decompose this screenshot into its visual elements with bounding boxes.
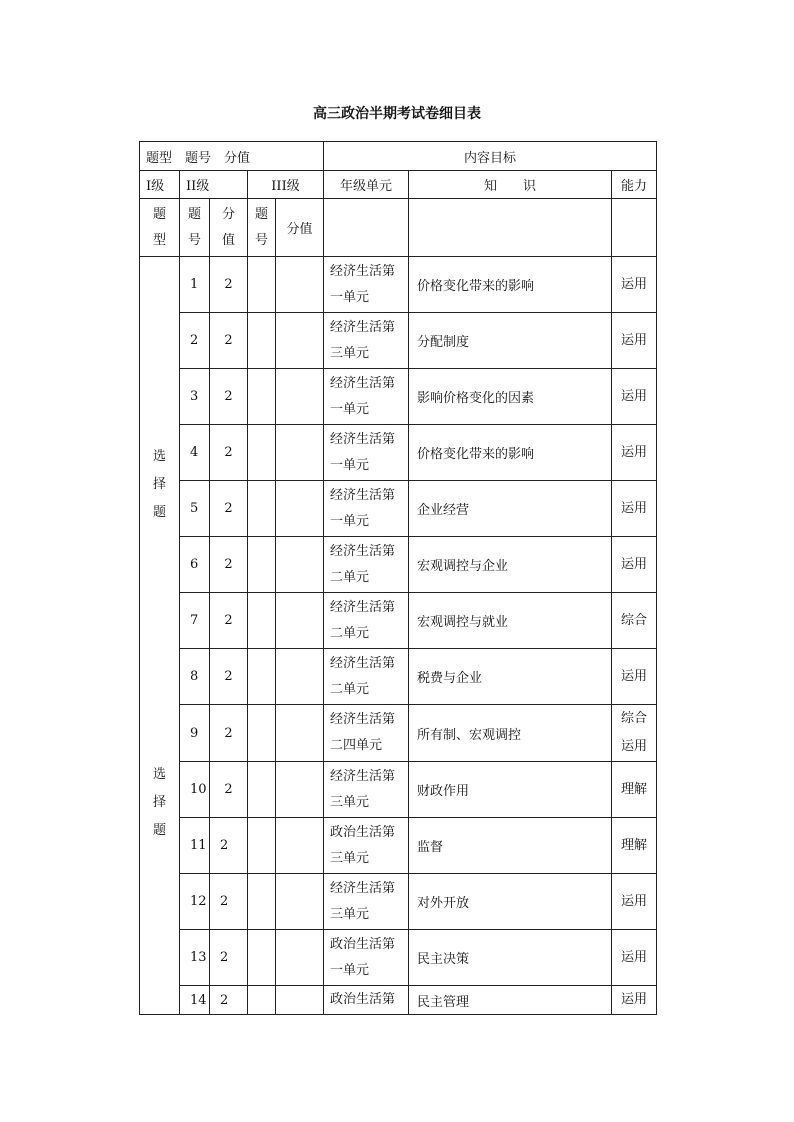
question-number: 3 (180, 369, 210, 425)
grade-unit (324, 930, 409, 986)
header-sub-type-line: 题 (152, 206, 166, 222)
grade-unit (324, 874, 409, 930)
question-number: 14 (180, 986, 210, 1015)
grade-unit-line: 经济生活第 (330, 880, 396, 896)
header-knowledge: 知 识 (409, 171, 612, 199)
question-score: 2 (210, 481, 248, 537)
header-unit: 年级单元 (324, 171, 409, 199)
knowledge-point: 监督 (409, 818, 612, 874)
header-sub-score3: 分值 (276, 199, 324, 257)
ability-line: 运用 (620, 893, 647, 909)
ability-level (612, 425, 657, 481)
table-row (140, 537, 657, 593)
question-score: 2 (210, 369, 248, 425)
knowledge-point: 影响价格变化的因素 (409, 369, 612, 425)
level3-score (276, 593, 324, 649)
table-row (140, 425, 657, 481)
grade-unit (324, 537, 409, 593)
header-row-3 (140, 199, 657, 257)
level3-number (248, 874, 276, 930)
spec-table (139, 141, 657, 1015)
knowledge-point: 价格变化带来的影响 (409, 257, 612, 313)
question-score: 2 (210, 593, 248, 649)
level3-number (248, 369, 276, 425)
table-row (140, 593, 657, 649)
knowledge-point: 税费与企业 (409, 649, 612, 705)
ability-line: 运用 (620, 444, 647, 460)
question-score: 2 (210, 705, 248, 762)
ability-level (612, 369, 657, 425)
ability-line: 理解 (620, 781, 647, 797)
grade-unit-line: 政治生活第 (330, 936, 396, 952)
grade-unit-line: 政治生活第 (330, 824, 396, 840)
level3-number (248, 705, 276, 762)
header-sub-num3-line: 题 (254, 206, 268, 222)
grade-unit (324, 986, 409, 1015)
ability-line: 运用 (620, 949, 647, 965)
level3-score (276, 874, 324, 930)
question-score: 2 (210, 425, 248, 481)
level3-number (248, 986, 276, 1015)
question-number: 4 (180, 425, 210, 481)
question-number: 2 (180, 313, 210, 369)
question-type-label: 择 (152, 795, 166, 810)
level3-number (248, 649, 276, 705)
question-number: 5 (180, 481, 210, 537)
question-number: 10 (180, 762, 210, 818)
ability-level (612, 313, 657, 369)
grade-unit-line: 经济生活第 (330, 431, 396, 447)
table-row (140, 313, 657, 369)
grade-unit (324, 705, 409, 762)
level3-number (248, 818, 276, 874)
level3-score (276, 257, 324, 313)
grade-unit-line: 三单元 (330, 850, 370, 866)
level3-number (248, 930, 276, 986)
knowledge-point: 所有制、宏观调控 (409, 705, 612, 762)
question-type-label: 择 (152, 477, 166, 492)
ability-line: 运用 (620, 332, 647, 348)
question-score: 2 (210, 537, 248, 593)
grade-unit (324, 369, 409, 425)
level3-score (276, 818, 324, 874)
level3-score (276, 537, 324, 593)
table-row (140, 986, 657, 1015)
question-number: 9 (180, 705, 210, 762)
grade-unit-line: 一单元 (330, 457, 370, 473)
header-level1: I级 (140, 171, 180, 199)
ability-level (612, 874, 657, 930)
ability-line: 运用 (620, 388, 647, 404)
question-number: 7 (180, 593, 210, 649)
header-content-target: 内容目标 (324, 142, 657, 171)
ability-line: 运用 (620, 739, 647, 754)
header-sub-num-line: 题 (187, 206, 201, 222)
header-sub-num (180, 199, 210, 257)
grade-unit (324, 593, 409, 649)
table-row (140, 818, 657, 874)
grade-unit-line: 一单元 (330, 513, 370, 529)
question-score: 2 (210, 257, 248, 313)
ability-level (612, 762, 657, 818)
header-type-num-score: 题型 题号 分值 (140, 142, 324, 171)
header-row-1 (140, 142, 657, 171)
knowledge-point: 分配制度 (409, 313, 612, 369)
table-row (140, 874, 657, 930)
grade-unit-line: 经济生活第 (330, 599, 396, 615)
grade-unit (324, 313, 409, 369)
ability-line: 综合 (620, 711, 647, 726)
question-number: 6 (180, 537, 210, 593)
question-score: 2 (210, 649, 248, 705)
grade-unit-line: 经济生活第 (330, 768, 396, 784)
level3-score (276, 369, 324, 425)
question-number: 12 (180, 874, 210, 930)
knowledge-point: 民主管理 (409, 986, 612, 1015)
header-blank (324, 199, 409, 257)
grade-unit-line: 经济生活第 (330, 487, 396, 503)
grade-unit (324, 257, 409, 313)
grade-unit-line: 经济生活第 (330, 263, 396, 279)
grade-unit (324, 649, 409, 705)
grade-unit-line: 二单元 (330, 681, 370, 697)
ability-level (612, 649, 657, 705)
grade-unit-line: 二四单元 (330, 738, 383, 753)
grade-unit (324, 762, 409, 818)
header-blank (409, 199, 612, 257)
table-row (140, 762, 657, 818)
grade-unit-line: 经济生活第 (330, 319, 396, 335)
table-row (140, 257, 657, 313)
header-sub-num3-line: 号 (254, 232, 268, 248)
header-level3: III级 (248, 171, 324, 199)
grade-unit-line: 三单元 (330, 906, 370, 922)
header-sub-type (140, 199, 180, 257)
level3-number (248, 425, 276, 481)
ability-line: 运用 (620, 668, 647, 684)
ability-level (612, 481, 657, 537)
ability-level (612, 537, 657, 593)
ability-line: 综合 (620, 612, 647, 628)
question-type-label: 选 (152, 449, 166, 464)
question-score: 2 (210, 818, 248, 874)
ability-line: 运用 (620, 500, 647, 516)
question-number: 8 (180, 649, 210, 705)
grade-unit-line: 三单元 (330, 345, 370, 361)
header-sub-score-line: 值 (221, 232, 235, 248)
question-score: 2 (210, 986, 248, 1015)
grade-unit-line: 经济生活第 (330, 543, 396, 559)
grade-unit-line: 二单元 (330, 625, 370, 641)
question-type-label: 题 (152, 823, 166, 838)
question-number: 13 (180, 930, 210, 986)
level3-number (248, 257, 276, 313)
knowledge-point: 财政作用 (409, 762, 612, 818)
ability-level (612, 705, 657, 762)
question-type-label: 题 (152, 505, 166, 520)
question-number: 11 (180, 818, 210, 874)
level3-number (248, 537, 276, 593)
question-score: 2 (210, 874, 248, 930)
question-number: 1 (180, 257, 210, 313)
ability-level (612, 986, 657, 1015)
question-score: 2 (210, 313, 248, 369)
level3-number (248, 481, 276, 537)
grade-unit-line: 经济生活第 (330, 655, 396, 671)
ability-level (612, 257, 657, 313)
ability-level (612, 593, 657, 649)
level3-score (276, 986, 324, 1015)
table-row (140, 930, 657, 986)
level3-score (276, 705, 324, 762)
table-row (140, 369, 657, 425)
header-ability: 能力 (612, 171, 657, 199)
grade-unit-line: 经济生活第 (330, 375, 396, 391)
grade-unit-line: 政治生活第 (330, 992, 396, 1007)
grade-unit (324, 425, 409, 481)
header-level2: II级 (180, 171, 248, 199)
ability-line: 运用 (620, 556, 647, 572)
header-row-2 (140, 171, 657, 199)
ability-level (612, 818, 657, 874)
level3-score (276, 425, 324, 481)
knowledge-point: 价格变化带来的影响 (409, 425, 612, 481)
knowledge-point: 民主决策 (409, 930, 612, 986)
question-type-label: 选 (152, 767, 166, 782)
grade-unit (324, 481, 409, 537)
level3-score (276, 481, 324, 537)
knowledge-point: 宏观调控与就业 (409, 593, 612, 649)
question-score: 2 (210, 762, 248, 818)
level3-score (276, 762, 324, 818)
question-type-cell (140, 257, 180, 1015)
grade-unit (324, 818, 409, 874)
header-sub-type-line: 型 (152, 232, 166, 248)
table-row (140, 649, 657, 705)
ability-line: 理解 (620, 837, 647, 853)
knowledge-point: 对外开放 (409, 874, 612, 930)
level3-score (276, 930, 324, 986)
grade-unit-line: 二单元 (330, 569, 370, 585)
level3-number (248, 313, 276, 369)
grade-unit-line: 一单元 (330, 401, 370, 417)
level3-score (276, 313, 324, 369)
table-row (140, 705, 657, 762)
question-score: 2 (210, 930, 248, 986)
page-title: 高三政治半期考试卷细目表 (313, 106, 481, 122)
ability-line: 运用 (620, 992, 647, 1007)
header-sub-num3 (248, 199, 276, 257)
knowledge-point: 宏观调控与企业 (409, 537, 612, 593)
grade-unit-line: 经济生活第 (330, 712, 396, 727)
grade-unit-line: 三单元 (330, 794, 370, 810)
level3-number (248, 593, 276, 649)
table-row (140, 481, 657, 537)
level3-number (248, 762, 276, 818)
ability-level (612, 930, 657, 986)
header-sub-score (210, 199, 248, 257)
grade-unit-line: 一单元 (330, 289, 370, 305)
knowledge-point: 企业经营 (409, 481, 612, 537)
ability-line: 运用 (620, 276, 647, 292)
grade-unit-line: 一单元 (330, 962, 370, 978)
header-blank (612, 199, 657, 257)
header-sub-score-line: 分 (221, 206, 235, 222)
level3-score (276, 649, 324, 705)
header-sub-num-line: 号 (187, 232, 201, 248)
